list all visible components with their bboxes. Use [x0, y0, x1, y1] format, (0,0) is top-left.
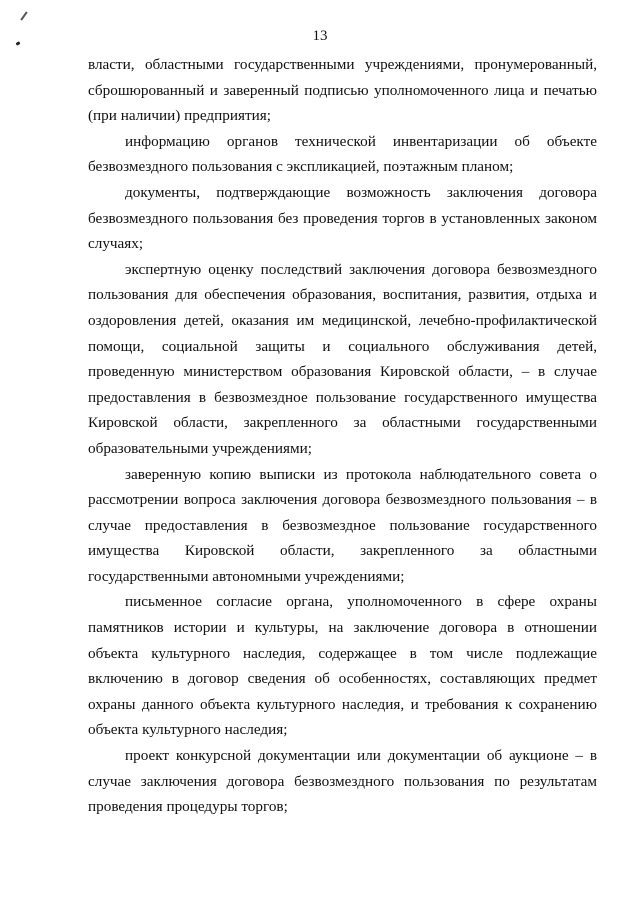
text-line: образовательными учреждениями;: [88, 439, 312, 457]
text-line: пользования для обеспечения образования, воспитания, развития, отдыха и: [88, 286, 597, 304]
text-line: Кировской области, закрепленного за областными государственными: [88, 414, 597, 432]
text-line: памятников истории и культуры, на заключение договора в отношении: [88, 619, 597, 637]
page-number: 13: [312, 28, 328, 44]
text-line: проведения процедуры торгов;: [88, 798, 288, 816]
text-line: случае предоставления в безвозмездное пользование государственного: [88, 516, 597, 534]
text-line: безвозмездного пользования без проведения торгов в установленных законом: [88, 209, 597, 227]
text-line: заверенную копию выписки из протокола наблюдательного совета о: [125, 465, 597, 483]
text-line: случаях;: [88, 235, 144, 253]
text-line: предоставления в безвозмездное пользование государственного имущества: [88, 388, 597, 406]
paragraph: [88, 180, 597, 257]
text-line: (при наличии) предприятия;: [88, 107, 271, 125]
text-line: информацию органов технической инвентаризации об объекте: [125, 132, 597, 150]
paragraph: [88, 462, 597, 590]
text-line: власти, областными государственными учреждениями, пронумерованный,: [88, 56, 597, 73]
text-line: включению в договор сведения об особенностях, составляющих предмет: [88, 670, 597, 688]
text-line: охраны данного объекта культурного наследия, и требования к сохранению: [88, 695, 597, 713]
text-line: случае заключения договора безвозмездного пользования по результатам: [88, 772, 597, 790]
text-line: рассмотрении вопроса заключения договора безвозмездного пользования – в: [88, 491, 597, 509]
text-line: проведенную министерством образования Кировской области, – в случае: [88, 363, 597, 381]
text-line: документы, подтверждающие возможность заключения договора: [125, 183, 597, 201]
text-line: оздоровления детей, оказания им медицинской, лечебно-профилактической: [88, 311, 597, 329]
text-line: проект конкурсной документации или документации об аукционе – в: [125, 747, 597, 765]
scan-mark: [20, 11, 27, 20]
text-line: государственными автономными учреждениями;: [88, 567, 405, 585]
paragraph: [88, 257, 597, 462]
paragraph: [88, 589, 597, 743]
text-line: безвозмездного пользования с экспликацией, поэтажным планом;: [88, 158, 514, 176]
text-line: письменное согласие органа, уполномоченного в сфере охраны: [125, 593, 597, 611]
paragraph: [88, 129, 597, 180]
text-line: имущества Кировской области, закрепленного за областными: [88, 542, 597, 560]
text-line: экспертную оценку последствий заключения договора безвозмездного: [125, 260, 597, 278]
text-line: объекта культурного наследия, содержащее в том числе подлежащие: [88, 644, 597, 662]
text-line: сброшюрованный и заверенный подписью уполномоченного лица и печатью: [88, 81, 597, 99]
text-line: объекта культурного наследия;: [88, 721, 288, 739]
paragraph: [88, 743, 597, 820]
paragraph: [88, 52, 597, 129]
text-line: помощи, социальной защиты и социального обслуживания детей,: [88, 337, 597, 355]
document-body: [88, 52, 597, 820]
